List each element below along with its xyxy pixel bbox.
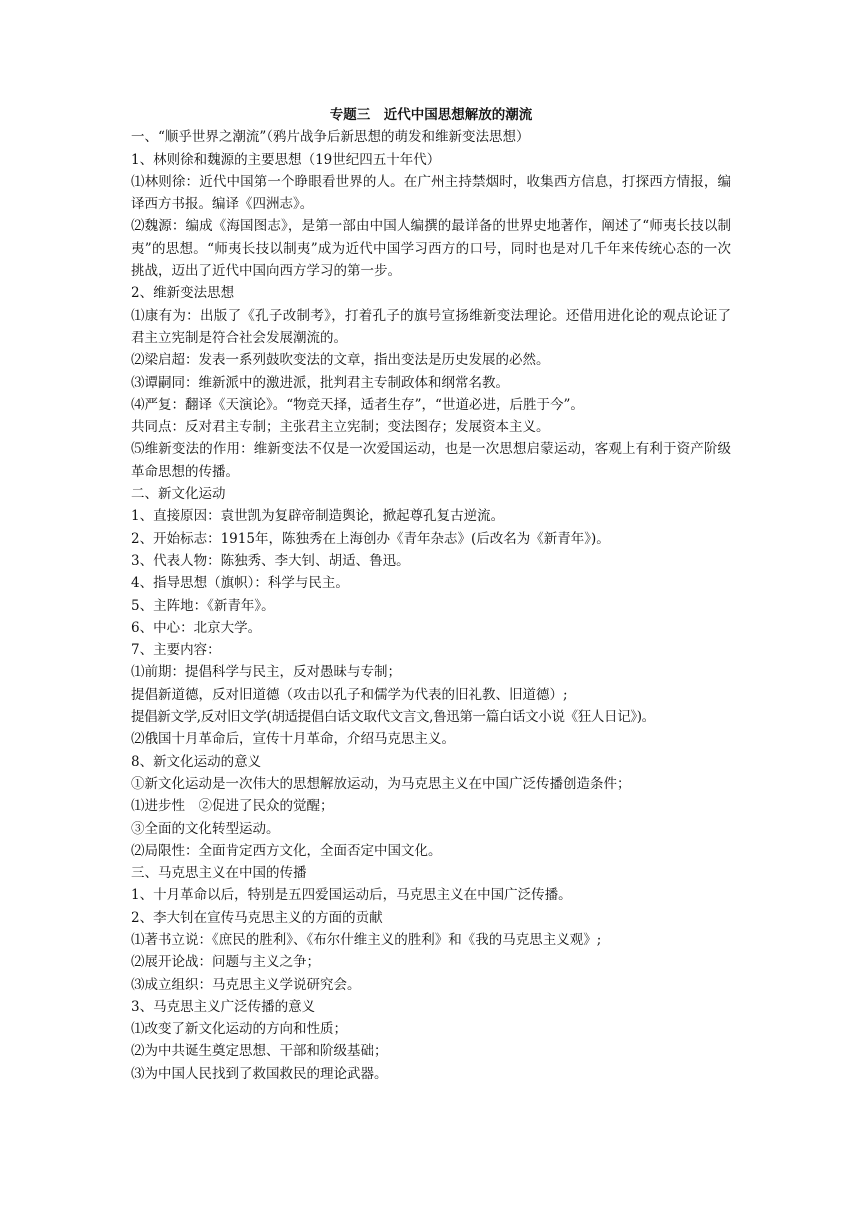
section-heading: 一、“顺乎世界之潮流”（鸦片战争后新思想的萌发和维新变法思想） (131, 129, 530, 146)
subsection-heading: 8、新文化运动的意义 (131, 753, 262, 770)
paragraph: ⑵魏源：编成《海国图志》，是第一部由中国人编撰的最详备的世界史地著作，阐述了“师夷长技以制夷”的思想。“师夷长技以制夷”成为近代中国学习西方的口号，同时也是对几千年来传统心态的一次挑战，迈出了近代中国向西方学习的第一步。 (131, 218, 731, 280)
paragraph: 1、十月革命以后，特别是五四爱国运动后，马克思主义在中国广泛传播。 (131, 887, 572, 904)
paragraph: ①新文化运动是一次伟大的思想解放运动，为马克思主义在中国广泛传播创造条件； (131, 775, 631, 792)
paragraph: ⑶谭嗣同：维新派中的激进派，批判君主专制政体和纲常名教。 (131, 374, 509, 391)
section-heading: 三、马克思主义在中国的传播 (131, 865, 307, 882)
section-heading: 二、新文化运动 (131, 486, 226, 503)
paragraph: ⑵为中共诞生奠定思想、干部和阶级基础； (131, 1043, 388, 1060)
subsection-heading: 3、马克思主义广泛传播的意义 (131, 998, 316, 1015)
paragraph: ⑴前期：提倡科学与民主，反对愚昧与专制； (131, 664, 401, 681)
subsection-heading: 2、李大钊在宣传马克思主义的方面的贡献 (131, 909, 383, 926)
paragraph: ⑸维新变法的作用：维新变法不仅是一次爱国运动，也是一次思想启蒙运动，客观上有利于资产阶级革命思想的传播。 (131, 441, 731, 480)
paragraph: ③全面的文化转型运动。 (131, 820, 280, 837)
paragraph: ⑴康有为：出版了《孔子改制考》，打着孔子的旗号宣扬维新变法理论。还借用进化论的观点论证了君主立宪制是符合社会发展潮流的。 (131, 307, 731, 346)
paragraph: ⑴进步性 ②促进了民众的觉醒； (131, 798, 334, 815)
paragraph: 提倡新文学,反对旧文学(胡适提倡白话文取代文言文,鲁迅第一篇白话文小说《狂人日记》)。 (131, 709, 655, 726)
paragraph: ⑶成立组织：马克思主义学说研究会。 (131, 976, 361, 993)
list-item: 2、开始标志：1915年，陈独秀在上海创办《青年杂志》(后改名为《新青年》)。 (131, 530, 610, 547)
subsection-heading: 2、维新变法思想 (131, 285, 235, 302)
paragraph: 共同点：反对君主专制；主张君主立宪制；变法图存；发展资本主义。 (131, 419, 550, 436)
paragraph: ⑴著书立说：《庶民的胜利》、《布尔什维主义的胜利》和《我的马克思主义观》; (131, 931, 602, 948)
list-item: 4、指导思想（旗帜）：科学与民主。 (131, 575, 349, 592)
list-item: 3、代表人物：陈独秀、李大钊、胡适、鲁迅。 (131, 552, 410, 569)
paragraph: ⑴林则徐：近代中国第一个睁眼看世界的人。在广州主持禁烟时，收集西方信息，打探西方情报，编译西方书报。编译《四洲志》。 (131, 173, 731, 213)
paragraph: ⑴改变了新文化运动的方向和性质； (131, 1021, 347, 1038)
document-body (131, 104, 731, 1085)
paragraph: ⑵俄国十月革命后，宣传十月革命，介绍马克思主义。 (131, 731, 455, 748)
paragraph: ⑵展开论战：问题与主义之争； (131, 954, 320, 971)
paragraph: ⑷严复：翻译《天演论》。“物竞天择，适者生存”，“世道必进，后胜于今”。 (131, 396, 584, 413)
subsection-heading: 1、林则徐和魏源的主要思想（19世纪四五十年代） (131, 151, 441, 168)
page-title: 专题三 近代中国思想解放的潮流 (329, 107, 533, 123)
paragraph: 提倡新道德，反对旧道德（攻击以孔子和儒学为代表的旧礼教、旧道德）; (131, 686, 568, 703)
list-item: 1、直接原因：袁世凯为复辟帝制造舆论，掀起尊孔复古逆流。 (131, 508, 505, 525)
paragraph: ⑵局限性：全面肯定西方文化，全面否定中国文化。 (131, 842, 442, 859)
list-item: 7、主要内容： (131, 642, 221, 659)
paragraph: ⑵梁启超：发表一系列鼓吹变法的文章，指出变法是历史发展的必然。 (131, 352, 550, 369)
list-item: 5、主阵地：《新青年》。 (131, 597, 275, 614)
paragraph: ⑶为中国人民找到了救国救民的理论武器。 (131, 1065, 388, 1082)
list-item: 6、中心：北京大学。 (131, 619, 262, 636)
